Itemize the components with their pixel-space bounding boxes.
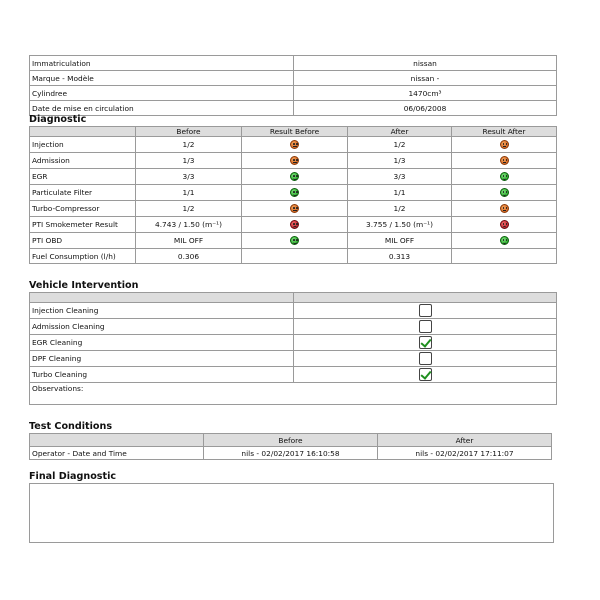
intervention-header [294,293,557,303]
diag-header: Result After [452,127,557,137]
green-smiley-icon [290,188,299,197]
diag-before-value: 4.743 / 1.50 (m⁻¹) [136,217,242,233]
diag-row [30,217,557,233]
test-after-value: nils - 02/02/2017 17:11:07 [378,447,552,460]
diag-result-after [452,249,557,264]
intervention-label: Admission Cleaning [30,319,294,335]
observations-label: Observations: [32,384,84,393]
green-smiley-icon [500,236,509,245]
intervention-title: Vehicle Intervention [29,280,139,291]
final-diagnostic-box[interactable] [29,483,554,543]
diag-before-value: 0.306 [136,249,242,264]
diag-before-value: MIL OFF [136,233,242,249]
diag-row [30,249,557,264]
test-header: Before [204,434,378,447]
diag-result-before [242,185,348,201]
diag-header: Result Before [242,127,348,137]
diag-after-value: 1/2 [348,201,452,217]
vehicle-label: Date de mise en circulation [30,101,294,116]
intervention-label: EGR Cleaning [30,335,294,351]
green-smiley-icon [500,188,509,197]
intervention-row [30,335,557,351]
orange-smiley-icon [290,156,299,165]
intervention-label: Turbo Cleaning [30,367,294,383]
diag-result-after [452,217,557,233]
diag-label: Admission [30,153,136,169]
unchecked-checkbox[interactable] [419,352,432,365]
diag-label: Turbo-Compressor [30,201,136,217]
final-diagnostic-title: Final Diagnostic [29,471,117,482]
vehicle-value: nissan [294,56,557,71]
unchecked-checkbox[interactable] [419,304,432,317]
diag-result-before [242,169,348,185]
intervention-check-cell [294,319,557,335]
test-conditions-table [29,433,552,460]
diag-result-after [452,169,557,185]
observations-row [30,383,557,405]
diag-result-after [452,137,557,153]
diag-result-after [452,153,557,169]
diag-after-value: 0.313 [348,249,452,264]
vehicle-value: 06/06/2008 [294,101,557,116]
checked-checkbox[interactable] [419,368,432,381]
orange-smiley-icon [290,140,299,149]
intervention-row [30,367,557,383]
diag-result-after [452,233,557,249]
diag-after-value: 1/2 [348,137,452,153]
observations-field[interactable] [30,383,557,405]
diag-after-value: 1/3 [348,153,452,169]
orange-smiley-icon [500,204,509,213]
intervention-check-cell [294,351,557,367]
intervention-check-cell [294,303,557,319]
diag-before-value: 1/2 [136,137,242,153]
test-conditions-title: Test Conditions [29,421,113,432]
intervention-check-cell [294,367,557,383]
test-row-label: Operator - Date and Time [30,447,204,460]
diag-result-before [242,201,348,217]
diag-before-value: 3/3 [136,169,242,185]
intervention-check-cell [294,335,557,351]
diag-result-before [242,137,348,153]
diag-row [30,185,557,201]
intervention-label: DPF Cleaning [30,351,294,367]
diag-result-after [452,201,557,217]
diag-header: After [348,127,452,137]
diag-result-before [242,153,348,169]
diag-before-value: 1/3 [136,153,242,169]
green-smiley-icon [290,172,299,181]
intervention-row [30,351,557,367]
vehicle-value: nissan - [294,71,557,86]
test-before-value: nils - 02/02/2017 16:10:58 [204,447,378,460]
orange-smiley-icon [500,140,509,149]
unchecked-checkbox[interactable] [419,320,432,333]
vehicle-info-table [29,55,557,116]
diag-row [30,169,557,185]
diag-row [30,153,557,169]
red-smiley-icon [500,220,509,229]
diag-row [30,201,557,217]
orange-smiley-icon [500,156,509,165]
diag-label: Particulate Filter [30,185,136,201]
vehicle-value: 1470cm³ [294,86,557,101]
intervention-table [29,292,557,405]
orange-smiley-icon [290,204,299,213]
diag-label: EGR [30,169,136,185]
diag-result-before [242,217,348,233]
diag-header [30,127,136,137]
red-smiley-icon [290,220,299,229]
green-smiley-icon [500,172,509,181]
diagnostic-title: Diagnostic [29,114,87,125]
diag-label: Fuel Consumption (l/h) [30,249,136,264]
test-header [30,434,204,447]
intervention-row [30,303,557,319]
diag-row [30,137,557,153]
diag-after-value: 3.755 / 1.50 (m⁻¹) [348,217,452,233]
diag-label: PTI Smokemeter Result [30,217,136,233]
vehicle-label: Marque - Modèle [30,71,294,86]
diag-after-value: 3/3 [348,169,452,185]
diag-result-after [452,185,557,201]
green-smiley-icon [290,236,299,245]
diag-header: Before [136,127,242,137]
vehicle-label: Cylindree [30,86,294,101]
diag-after-value: MIL OFF [348,233,452,249]
diag-label: PTI OBD [30,233,136,249]
intervention-label: Injection Cleaning [30,303,294,319]
diagnostic-table [29,126,557,264]
diag-after-value: 1/1 [348,185,452,201]
diag-before-value: 1/1 [136,185,242,201]
diag-result-before [242,249,348,264]
diag-label: Injection [30,137,136,153]
diag-result-before [242,233,348,249]
intervention-header [30,293,294,303]
vehicle-label: Immatriculation [30,56,294,71]
diag-row [30,233,557,249]
checked-checkbox[interactable] [419,336,432,349]
test-header: After [378,434,552,447]
diag-before-value: 1/2 [136,201,242,217]
intervention-row [30,319,557,335]
